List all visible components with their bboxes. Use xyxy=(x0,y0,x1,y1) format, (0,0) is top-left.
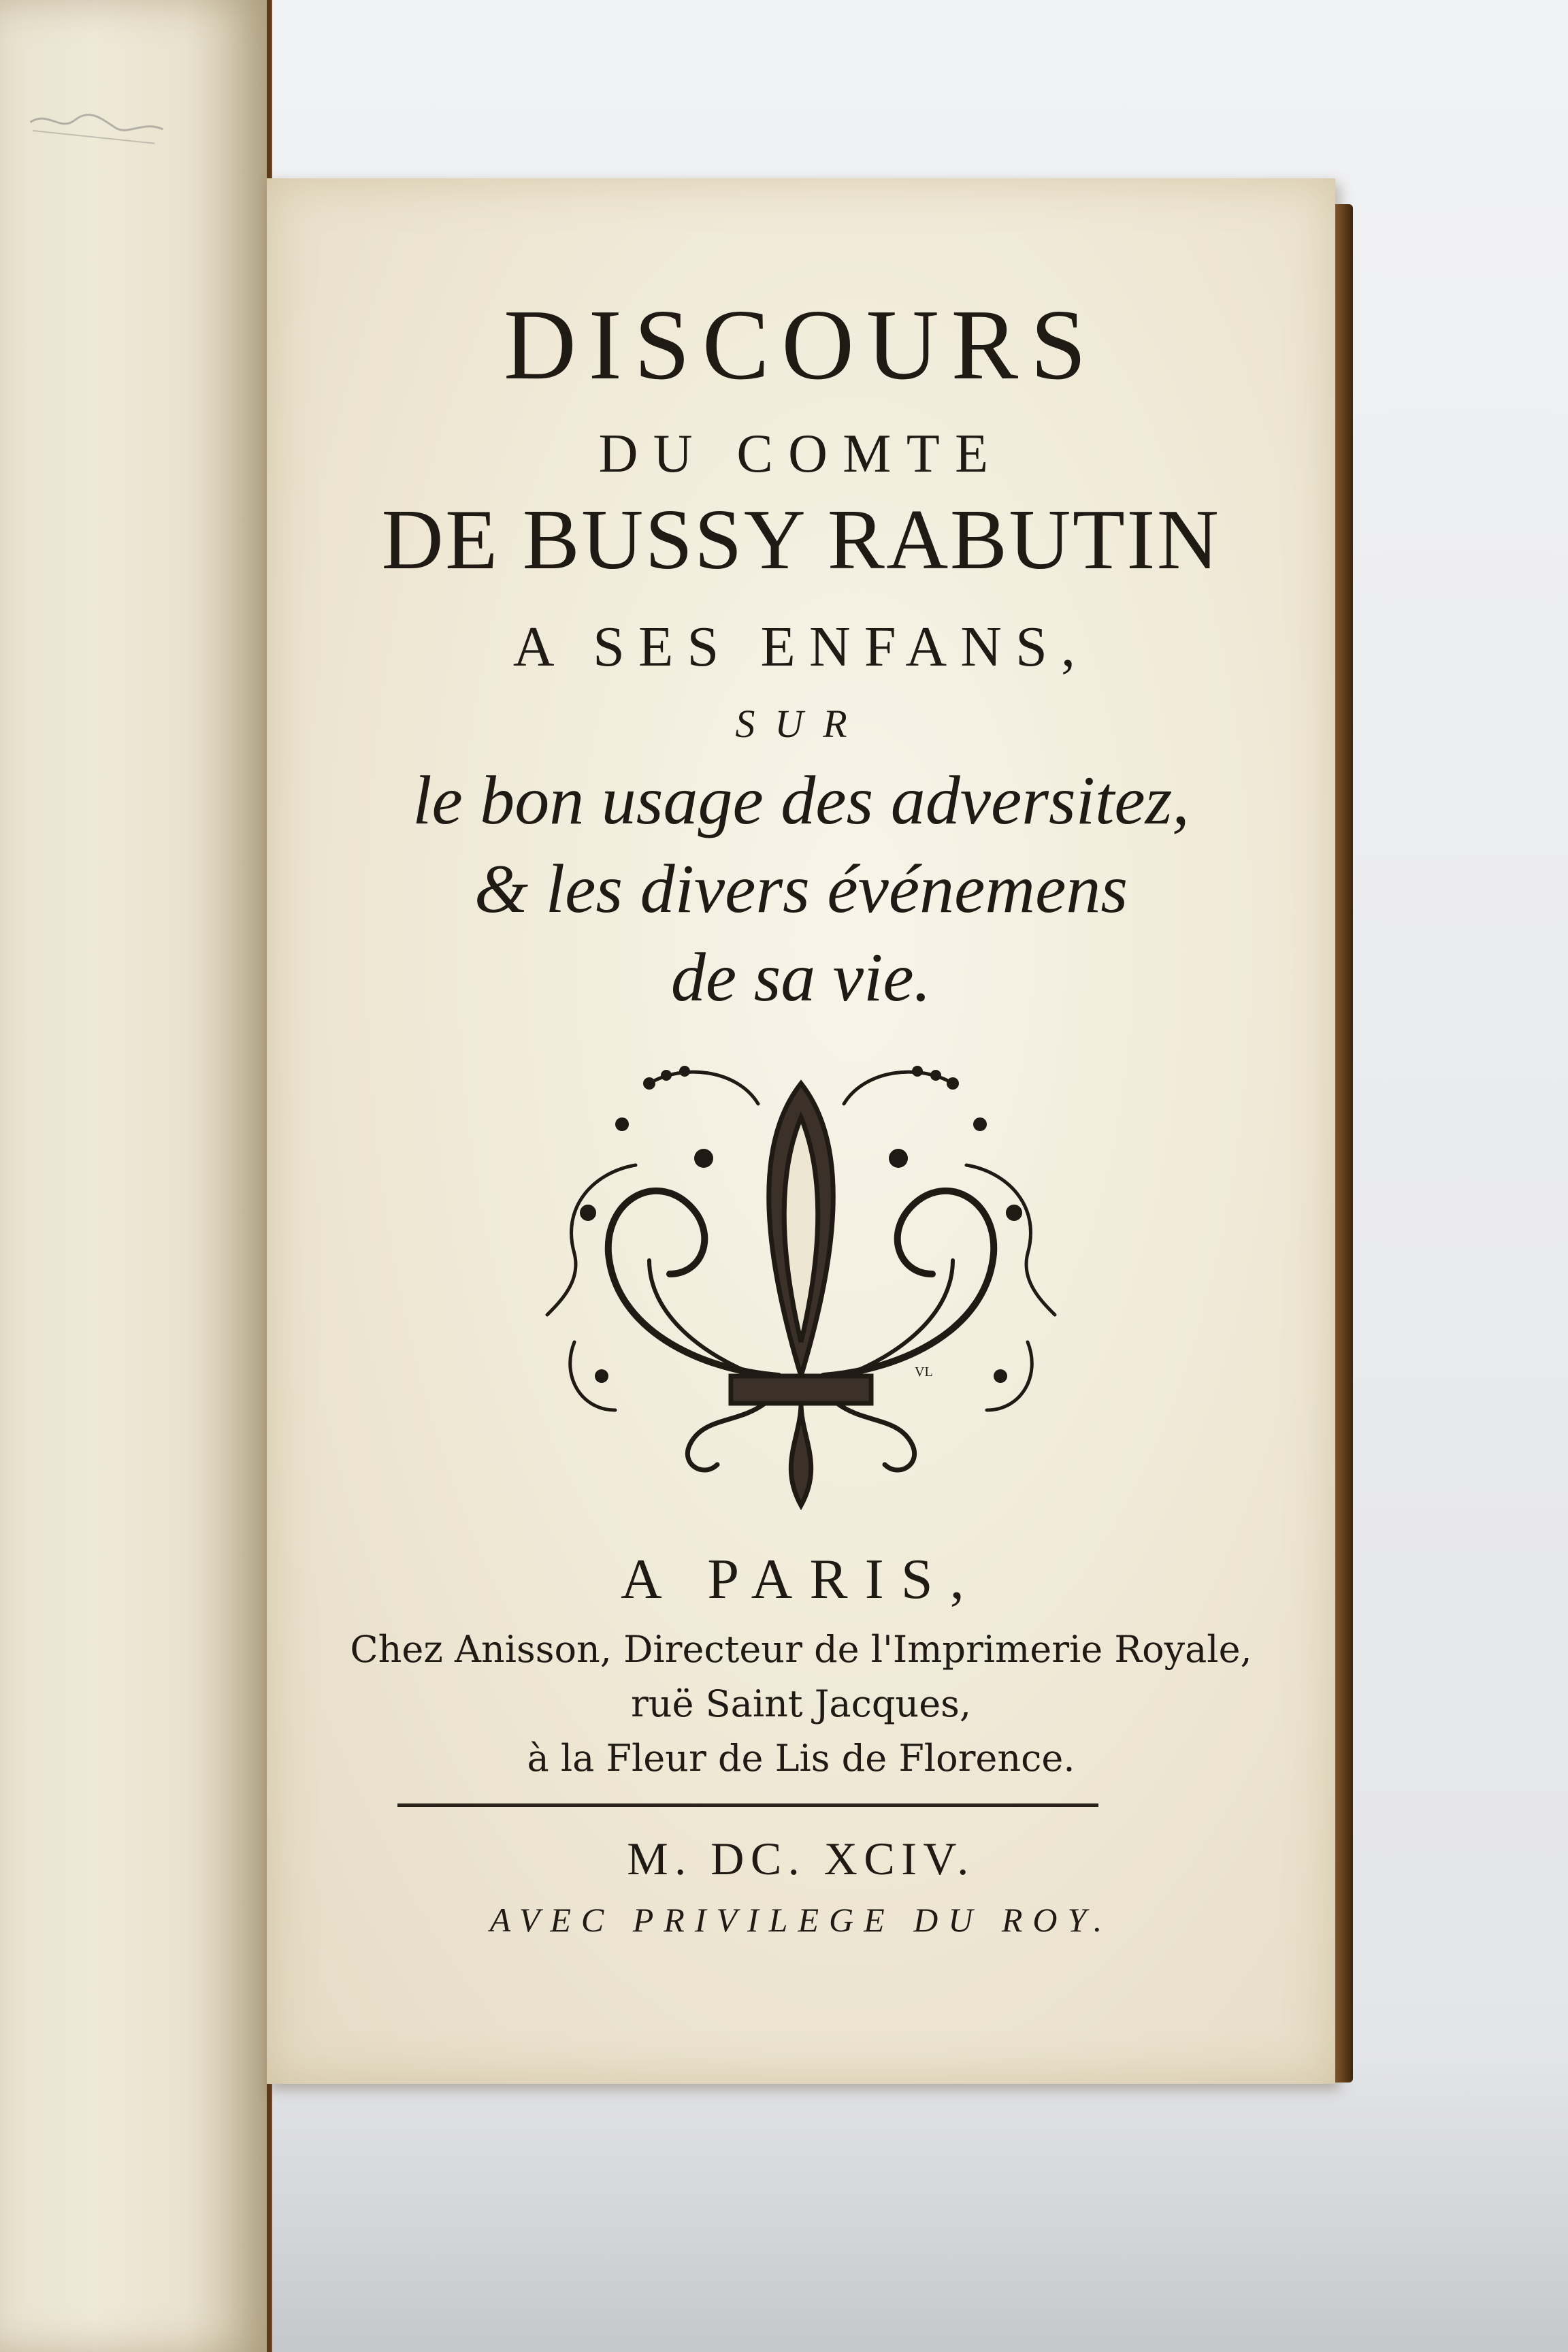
pencil-annotation xyxy=(25,95,172,150)
subtitle-line1: le bon usage des adversitez, xyxy=(412,762,1190,839)
subtitle-line3: de sa vie. xyxy=(670,939,932,1016)
subtitle-line2: & les divers événemens xyxy=(474,851,1128,928)
title-a-ses-enfans: A SES ENFANS, xyxy=(512,615,1090,679)
fleur-de-lis-icon xyxy=(534,1056,1068,1533)
title-sur: SUR xyxy=(735,702,867,746)
imprint-city: A PARIS, xyxy=(620,1548,981,1611)
ornament-initials: VL xyxy=(915,1365,933,1379)
flyleaf-page xyxy=(0,0,271,2352)
horizontal-rule xyxy=(397,1803,1098,1807)
imprint-year: M. DC. XCIV. xyxy=(627,1833,975,1884)
imprint-sign: à la Fleur de Lis de Florence. xyxy=(527,1737,1075,1780)
page-edge xyxy=(1335,204,1353,2082)
title-page xyxy=(267,178,1335,2084)
imprint-publisher: Chez Anisson, Directeur de l'Imprimerie Royale, xyxy=(350,1628,1252,1671)
title-du-comte: DU COMTE xyxy=(598,424,1004,484)
imprint-street: ruë Saint Jacques, xyxy=(630,1682,972,1725)
title-discours: DISCOURS xyxy=(503,289,1099,401)
title-author: DE BUSSY RABUTIN xyxy=(381,493,1221,587)
privilege-line: AVEC PRIVILEGE DU ROY. xyxy=(489,1901,1113,1939)
